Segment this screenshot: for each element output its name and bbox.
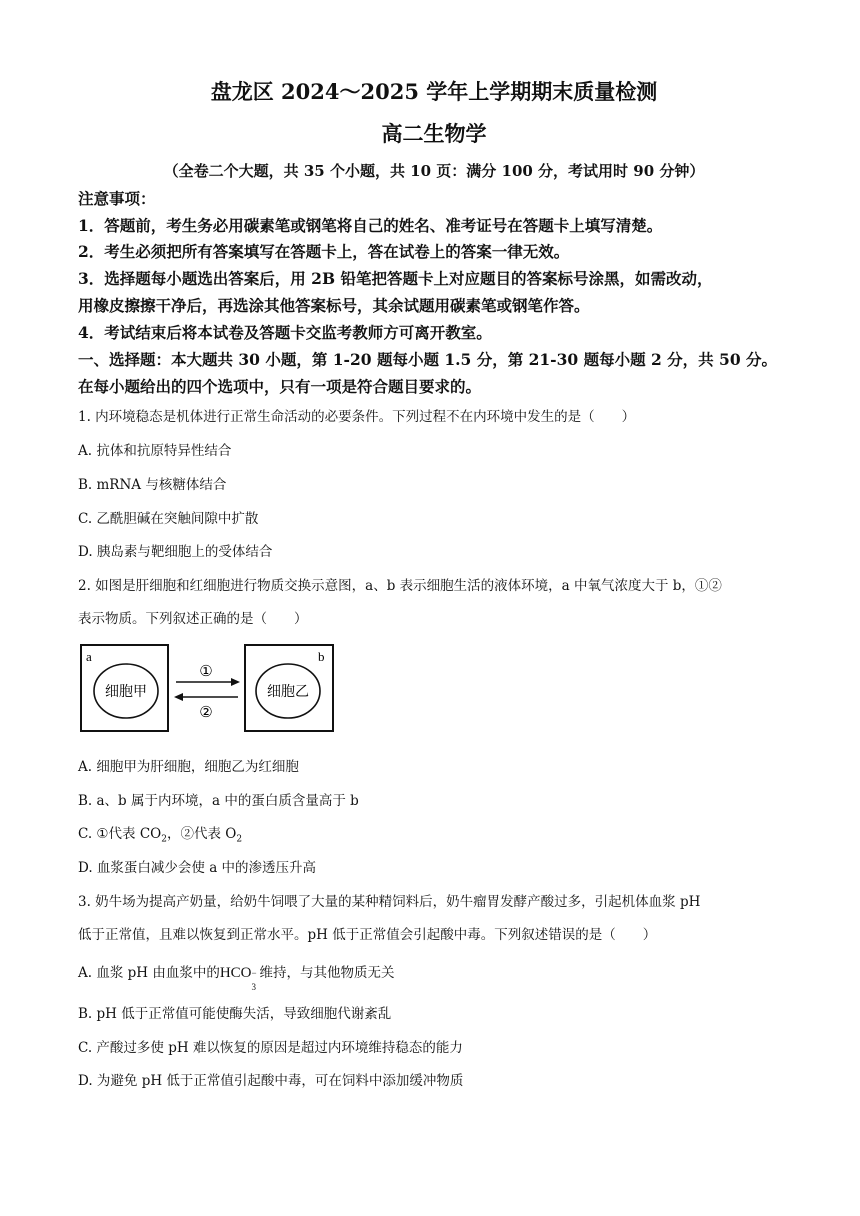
q1-stem: 1. 内环境稳态是机体进行正常生命活动的必要条件。下列过程不在内环境中发生的是（ ） xyxy=(78,409,636,425)
section-instruction: 在每小题给出的四个选项中，只有一项是符合题目要求的。 xyxy=(78,377,482,396)
q2-option-b: B. a、b 属于内环境，a 中的蛋白质含量高于 b xyxy=(78,793,359,809)
arrow-right-head xyxy=(231,678,240,686)
label-b: b xyxy=(318,649,325,664)
note-3-cont: 用橡皮擦擦干净后，再选涂其他答案标号，其余试题用碳素笔或钢笔作答。 xyxy=(78,296,590,315)
q3-option-c: C. 产酸过多使 pH 难以恢复的原因是超过内环境维持稳态的能力 xyxy=(78,1040,463,1056)
q3-stem-line1: 3. 奶牛场为提高产奶量，给奶牛饲喂了大量的某种精饲料后，奶牛瘤胃发酵产酸过多，引起机体血浆 pH xyxy=(78,894,701,910)
q3-stem-line2: 低于正常值，且难以恢复到正常水平。pH 低于正常值会引起酸中毒。下列叙述错误的是（ ） xyxy=(78,927,657,943)
q2-option-c: C. ①代表 $CO_2$，②代表 $O_2$ xyxy=(78,826,243,845)
q2-stem-line1: 2. 如图是肝细胞和红细胞进行物质交换示意图，a、b 表示细胞生活的液体环境，a 中氧气浓度大于 b，①② xyxy=(78,578,722,594)
q2-option-d: D. 血浆蛋白减少会使 a 中的渗透压升高 xyxy=(78,860,317,876)
q3-option-b: B. pH 低于正常值可能使酶失活，导致细胞代谢紊乱 xyxy=(78,1006,392,1022)
q1-option-d: D. 胰岛素与靶细胞上的受体结合 xyxy=(78,544,273,560)
q2-stem-line2: 表示物质。下列叙述正确的是（ ） xyxy=(78,611,308,627)
cell-exchange-diagram xyxy=(78,642,338,734)
q1-option-b: B. mRNA 与核糖体结合 xyxy=(78,477,227,493)
subject-title: 高二生物学 xyxy=(381,121,487,146)
arrow-label-2: ② xyxy=(199,703,213,721)
note-4: 4．考试结束后将本试卷及答题卡交监考教师方可离开教室。 xyxy=(78,323,492,342)
section-heading: 一、选择题：本大题共 30 小题，第 1-20 题每小题 1.5 分，第 21-30 题每小题 2 分，共 50 分。 xyxy=(78,350,778,369)
exam-info: （全卷二个大题，共 35 个小题，共 10 页：满分 100 分，考试用时 90 分钟） xyxy=(163,162,705,180)
q1-option-c: C. 乙酰胆碱在突触间隙中扩散 xyxy=(78,511,259,527)
bicarbonate-formula: HCO − 3 xyxy=(219,965,257,992)
label-a: a xyxy=(86,649,92,664)
note-3: 3．选择题每小题选出答案后，用 2B 铅笔把答题卡上对应题目的答案标号涂黑，如需改动， xyxy=(78,269,713,288)
notes-heading: 注意事项： xyxy=(78,189,156,208)
cell-right-label: 细胞乙 xyxy=(267,684,309,700)
q1-option-a: A. 抗体和抗原特异性结合 xyxy=(78,443,232,459)
exam-title: 盘龙区 2024～2025 学年上学期期末质量检测 xyxy=(210,79,658,104)
arrow-label-1: ① xyxy=(199,662,213,680)
q2-option-a: A. 细胞甲为肝细胞，细胞乙为红细胞 xyxy=(78,759,299,775)
q3-option-a: A. 血浆 pH 由血浆中的HCO − 3 维持，与其他物质无关 xyxy=(78,965,395,992)
note-2: 2．考生必须把所有答案填写在答题卡上，答在试卷上的答案一律无效。 xyxy=(78,242,570,261)
arrow-left-head xyxy=(174,693,183,701)
cell-left-label: 细胞甲 xyxy=(105,684,147,700)
note-1: 1．答题前，考生务必用碳素笔或钢笔将自己的姓名、准考证号在答题卡上填写清楚。 xyxy=(78,216,663,235)
q3-option-d: D. 为避免 pH 低于正常值引起酸中毒，可在饲料中添加缓冲物质 xyxy=(78,1073,464,1089)
